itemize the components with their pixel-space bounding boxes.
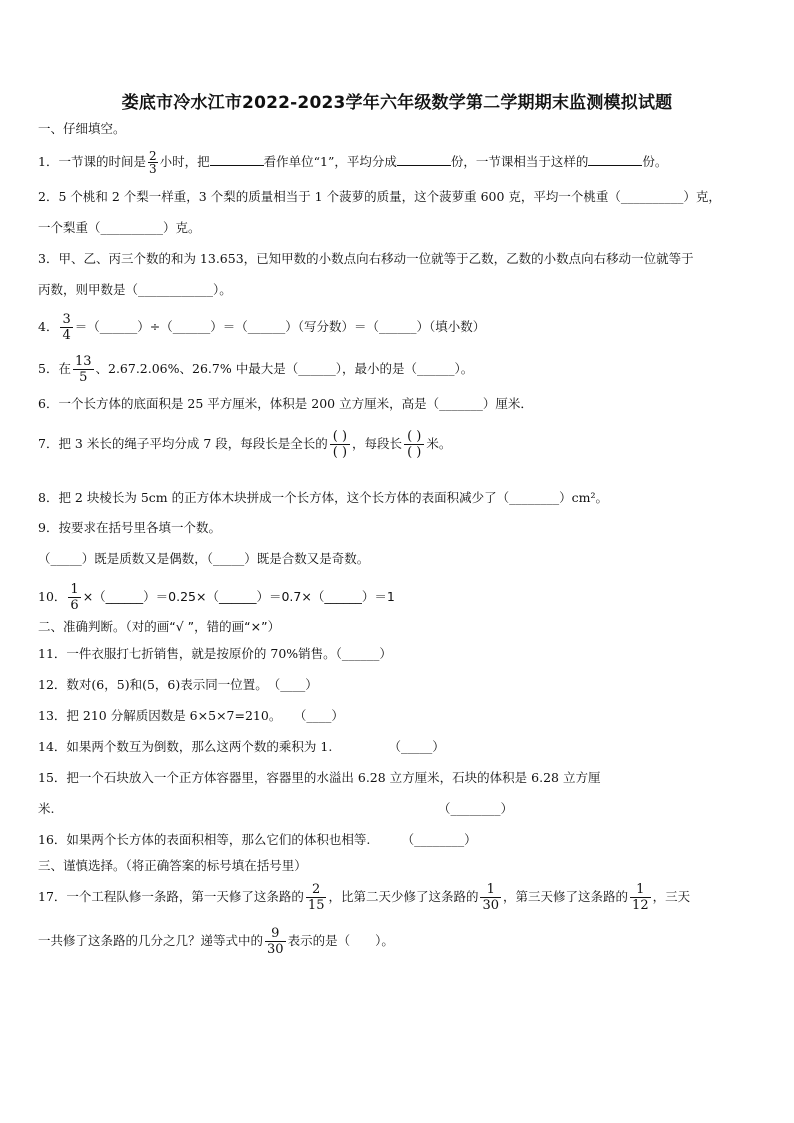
q7-text-a: 7．把 3 米长的绳子平均分成 7 段，每段长是全长的 — [38, 436, 328, 451]
q17-text-a: 17．一个工程队修一条路，第一天修了这条路的 — [38, 889, 304, 904]
question-15-line-1: 15．把一个石块放入一个正方体容器里，容器里的水溢出 6.28 立方厘米，石块的体积是 6.28 立方厘 — [38, 770, 601, 785]
question-1 — [38, 150, 667, 175]
question-15-answer-mark[interactable]: （________） — [438, 801, 514, 816]
fraction-2-3: $\frac{2}{3}$ — [148, 149, 157, 176]
fraction-1-12: $\frac{1}{12}$ — [632, 882, 649, 913]
question-9-line-2: （_____）既是质数又是偶数，（_____）既是合数又是奇数。 — [38, 551, 370, 566]
q5-text-b: 、2.67.2.06%、26.7% 中最大是（______），最小的是（______）。 — [95, 361, 474, 376]
question-11: 11．一件衣服打七折销售，就是按原价的 70%销售。（______） — [38, 646, 392, 661]
fraction-9-30: $\frac{9}{30}$ — [267, 926, 284, 957]
question-13: 13．把 210 分解质因数是 6×5×7=210。 （____） — [38, 708, 344, 723]
q1-text-d: 份，一节课相当于这样的 — [450, 154, 589, 169]
q1-text-a: 1．一节课的时间是 — [38, 154, 146, 169]
question-12: 12．数对(6，5)和(5，6)表示同一位置。 （____） — [38, 677, 318, 692]
q1-blank-1[interactable] — [210, 153, 264, 166]
question-8: 8．把 2 块棱长为 5cm 的正方体木块拼成一个长方体，这个长方体的表面积减少了（________）cm²。 — [38, 490, 608, 505]
question-16: 16．如果两个长方体的表面积相等，那么它们的体积也相等. （________） — [38, 832, 477, 847]
section-3-heading: 三、谨慎选择。（将正确答案的标号填在括号里） — [38, 858, 307, 873]
fraction-2-15: $\frac{2}{15}$ — [307, 882, 325, 913]
fraction-1-6: $\frac{1}{6}$ — [70, 582, 79, 613]
question-3-line-2: 丙数，则甲数是（____________）。 — [38, 282, 232, 297]
section-2-heading: 二、准确判断。（对的画“√ ”，错的画“×”） — [38, 619, 281, 634]
q4-text: ＝（______）÷（______）＝（______）（写分数）＝（______）（填小数） — [74, 319, 486, 334]
question-10 — [38, 582, 395, 613]
section-1-heading: 一、仔细填空。 — [38, 121, 126, 136]
question-9-line-1: 9．按要求在括号里各填一个数。 — [38, 520, 221, 535]
question-2-line-2: 一个梨重（__________）克。 — [38, 220, 201, 235]
question-14: 14．如果两个数互为倒数，那么这两个数的乘积为 1. （_____） — [38, 739, 445, 754]
q17-text-f: 表示的是（ ）。 — [287, 933, 394, 948]
q5-text-a: 5．在 — [38, 361, 71, 376]
page-title: 娄底市冷水江市2022-2023学年六年级数学第二学期期末监测模拟试题 — [121, 93, 673, 113]
fraction-3-4: $\frac{3}{4}$ — [62, 312, 71, 343]
question-2-line-1: 2．5 个桃和 2 个梨一样重，3 个梨的质量相当于 1 个菠萝的质量，这个菠萝重 600 克，平均一个桃重（__________）克， — [38, 189, 721, 204]
q7-text-b: ，每段长 — [352, 436, 403, 451]
q17-text-d: ，三天 — [652, 889, 691, 904]
q10-text: ×（______）＝0.25×（______）＝0.7×（______）＝1 — [82, 589, 395, 604]
q1-text-b: 小时，把 — [159, 154, 210, 169]
q1-blank-2[interactable] — [397, 153, 451, 166]
q7-fraction-blank-1[interactable]: ( ) ( ) — [330, 429, 350, 460]
q7-fraction-blank-2[interactable]: ( ) ( ) — [404, 429, 424, 460]
fraction-13-5: $\frac{13}{5}$ — [74, 354, 92, 385]
q4-number: 4． — [38, 319, 59, 334]
q1-blank-3[interactable] — [588, 153, 642, 166]
q10-number: 10． — [38, 589, 67, 604]
question-17-line-2 — [38, 926, 394, 957]
q17-text-e: 一共修了这条路的几分之几？递等式中的 — [38, 933, 264, 948]
question-4 — [38, 312, 485, 343]
question-6: 6．一个长方体的底面积是 25 平方厘米，体积是 200 立方厘米，高是（_______）厘米． — [38, 396, 533, 411]
q17-text-b: ，比第二天少修了这条路的 — [328, 889, 479, 904]
q17-text-c: ，第三天修了这条路的 — [503, 889, 629, 904]
question-7 — [38, 429, 451, 460]
question-17-line-1 — [38, 882, 690, 913]
question-3-line-1: 3．甲、乙、丙三个数的和为 13.653，已知甲数的小数点向右移动一位就等于乙数，乙数的小数点向右移动一位就等于 — [38, 251, 694, 266]
q1-text-e: 份。 — [642, 154, 668, 169]
question-5 — [38, 354, 473, 385]
fraction-1-30: $\frac{1}{30}$ — [482, 882, 500, 913]
question-15-line-2: 米. — [38, 801, 55, 816]
q7-text-c: 米。 — [426, 436, 452, 451]
q1-text-c: 看作单位“1”，平均分成 — [263, 154, 397, 169]
